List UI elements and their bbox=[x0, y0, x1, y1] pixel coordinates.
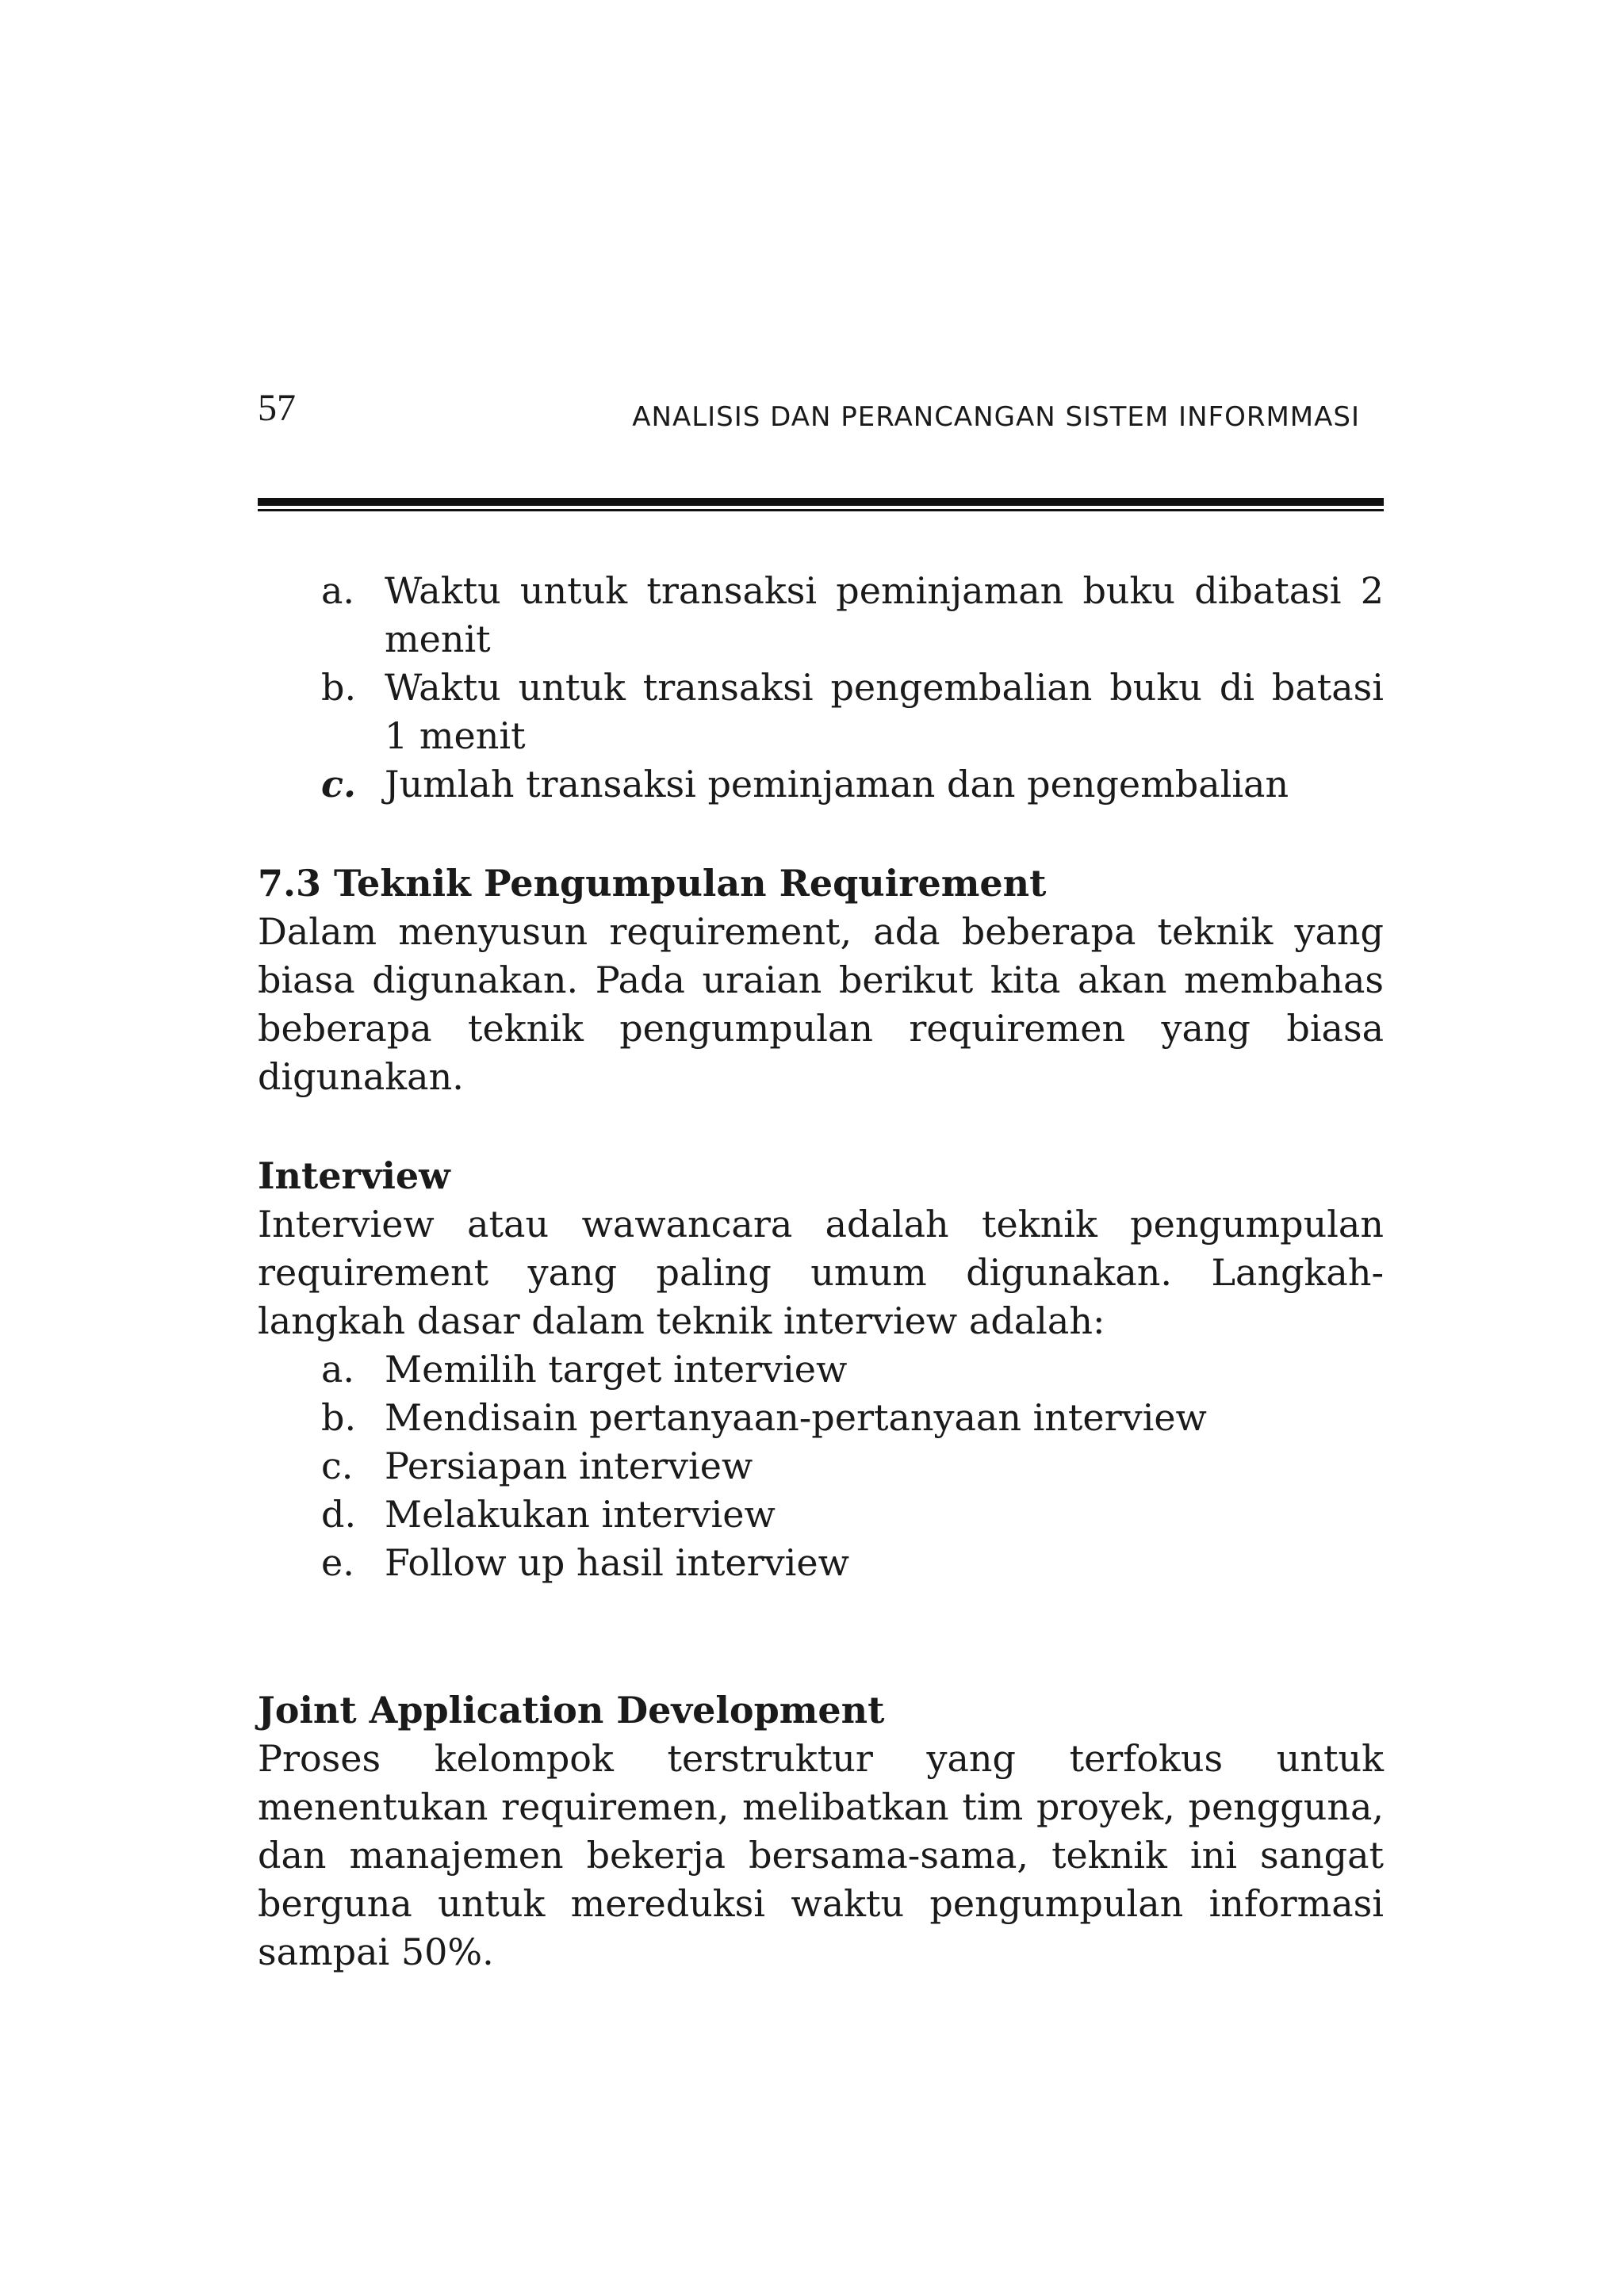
page-number: 57 bbox=[258, 387, 296, 429]
interview-steps-list bbox=[258, 1345, 1384, 1587]
header-rule-thick bbox=[258, 498, 1384, 506]
list-marker: e. bbox=[321, 1541, 354, 1584]
list-text: Follow up hasil interview bbox=[385, 1541, 849, 1584]
list-text: Mendisain pertanyaan-pertanyaan interview bbox=[385, 1396, 1207, 1439]
list-text: Persiapan interview bbox=[385, 1445, 753, 1487]
list-text: Waktu untuk transaksi pengembalian buku di batasi 1 menit bbox=[385, 666, 1384, 757]
interview-paragraph: Interview atau wawancara adalah teknik pengumpulan requirement yang paling umum digunakan. Langkah-langkah dasar dalam teknik interview adalah: bbox=[258, 1203, 1384, 1342]
list-marker: c. bbox=[321, 763, 357, 806]
list-text: Memilih target interview bbox=[385, 1348, 848, 1391]
list-item bbox=[321, 1345, 1384, 1394]
list-item bbox=[321, 1442, 1384, 1490]
section-7-3-paragraph: Dalam menyusun requirement, ada beberapa teknik yang biasa digunakan. Pada uraian berikut kita akan membahas beberapa teknik pengumpulan requiremen yang biasa digunakan. bbox=[258, 910, 1384, 1098]
list-item bbox=[321, 567, 1384, 664]
list-marker: c. bbox=[321, 1445, 354, 1487]
intro-list bbox=[258, 567, 1384, 809]
running-title: ANALISIS DAN PERANCANGAN SISTEM INFORMMASI bbox=[632, 401, 1360, 433]
list-marker: a. bbox=[321, 1348, 355, 1391]
list-marker: b. bbox=[321, 666, 357, 709]
list-item bbox=[321, 664, 1384, 760]
list-item bbox=[321, 760, 1384, 809]
list-item bbox=[321, 1394, 1384, 1442]
list-text: Waktu untuk transaksi peminjaman buku dibatasi 2 menit bbox=[385, 569, 1384, 660]
header-rule-thin bbox=[258, 509, 1384, 511]
jad-paragraph: Proses kelompok terstruktur yang terfokus untuk menentukan requiremen, melibatkan tim proyek, pengguna, dan manajemen bekerja bersama-sama, teknik ini sangat berguna untuk mereduksi waktu pengumpulan informasi sampai 50%. bbox=[258, 1737, 1384, 1973]
list-item bbox=[321, 1490, 1384, 1539]
list-marker: b. bbox=[321, 1396, 357, 1439]
list-text: Melakukan interview bbox=[385, 1493, 776, 1536]
list-item bbox=[321, 1539, 1384, 1587]
list-marker: a. bbox=[321, 569, 355, 612]
jad-heading: Joint Application Development bbox=[258, 1689, 885, 1732]
page-header bbox=[258, 381, 1384, 436]
list-text: Jumlah transaksi peminjaman dan pengembalian bbox=[385, 763, 1289, 806]
list-marker: d. bbox=[321, 1493, 357, 1536]
book-page bbox=[258, 381, 1384, 1976]
section-heading-7-3: 7.3 Teknik Pengumpulan Requirement bbox=[258, 862, 1047, 905]
interview-heading: Interview bbox=[258, 1154, 450, 1197]
